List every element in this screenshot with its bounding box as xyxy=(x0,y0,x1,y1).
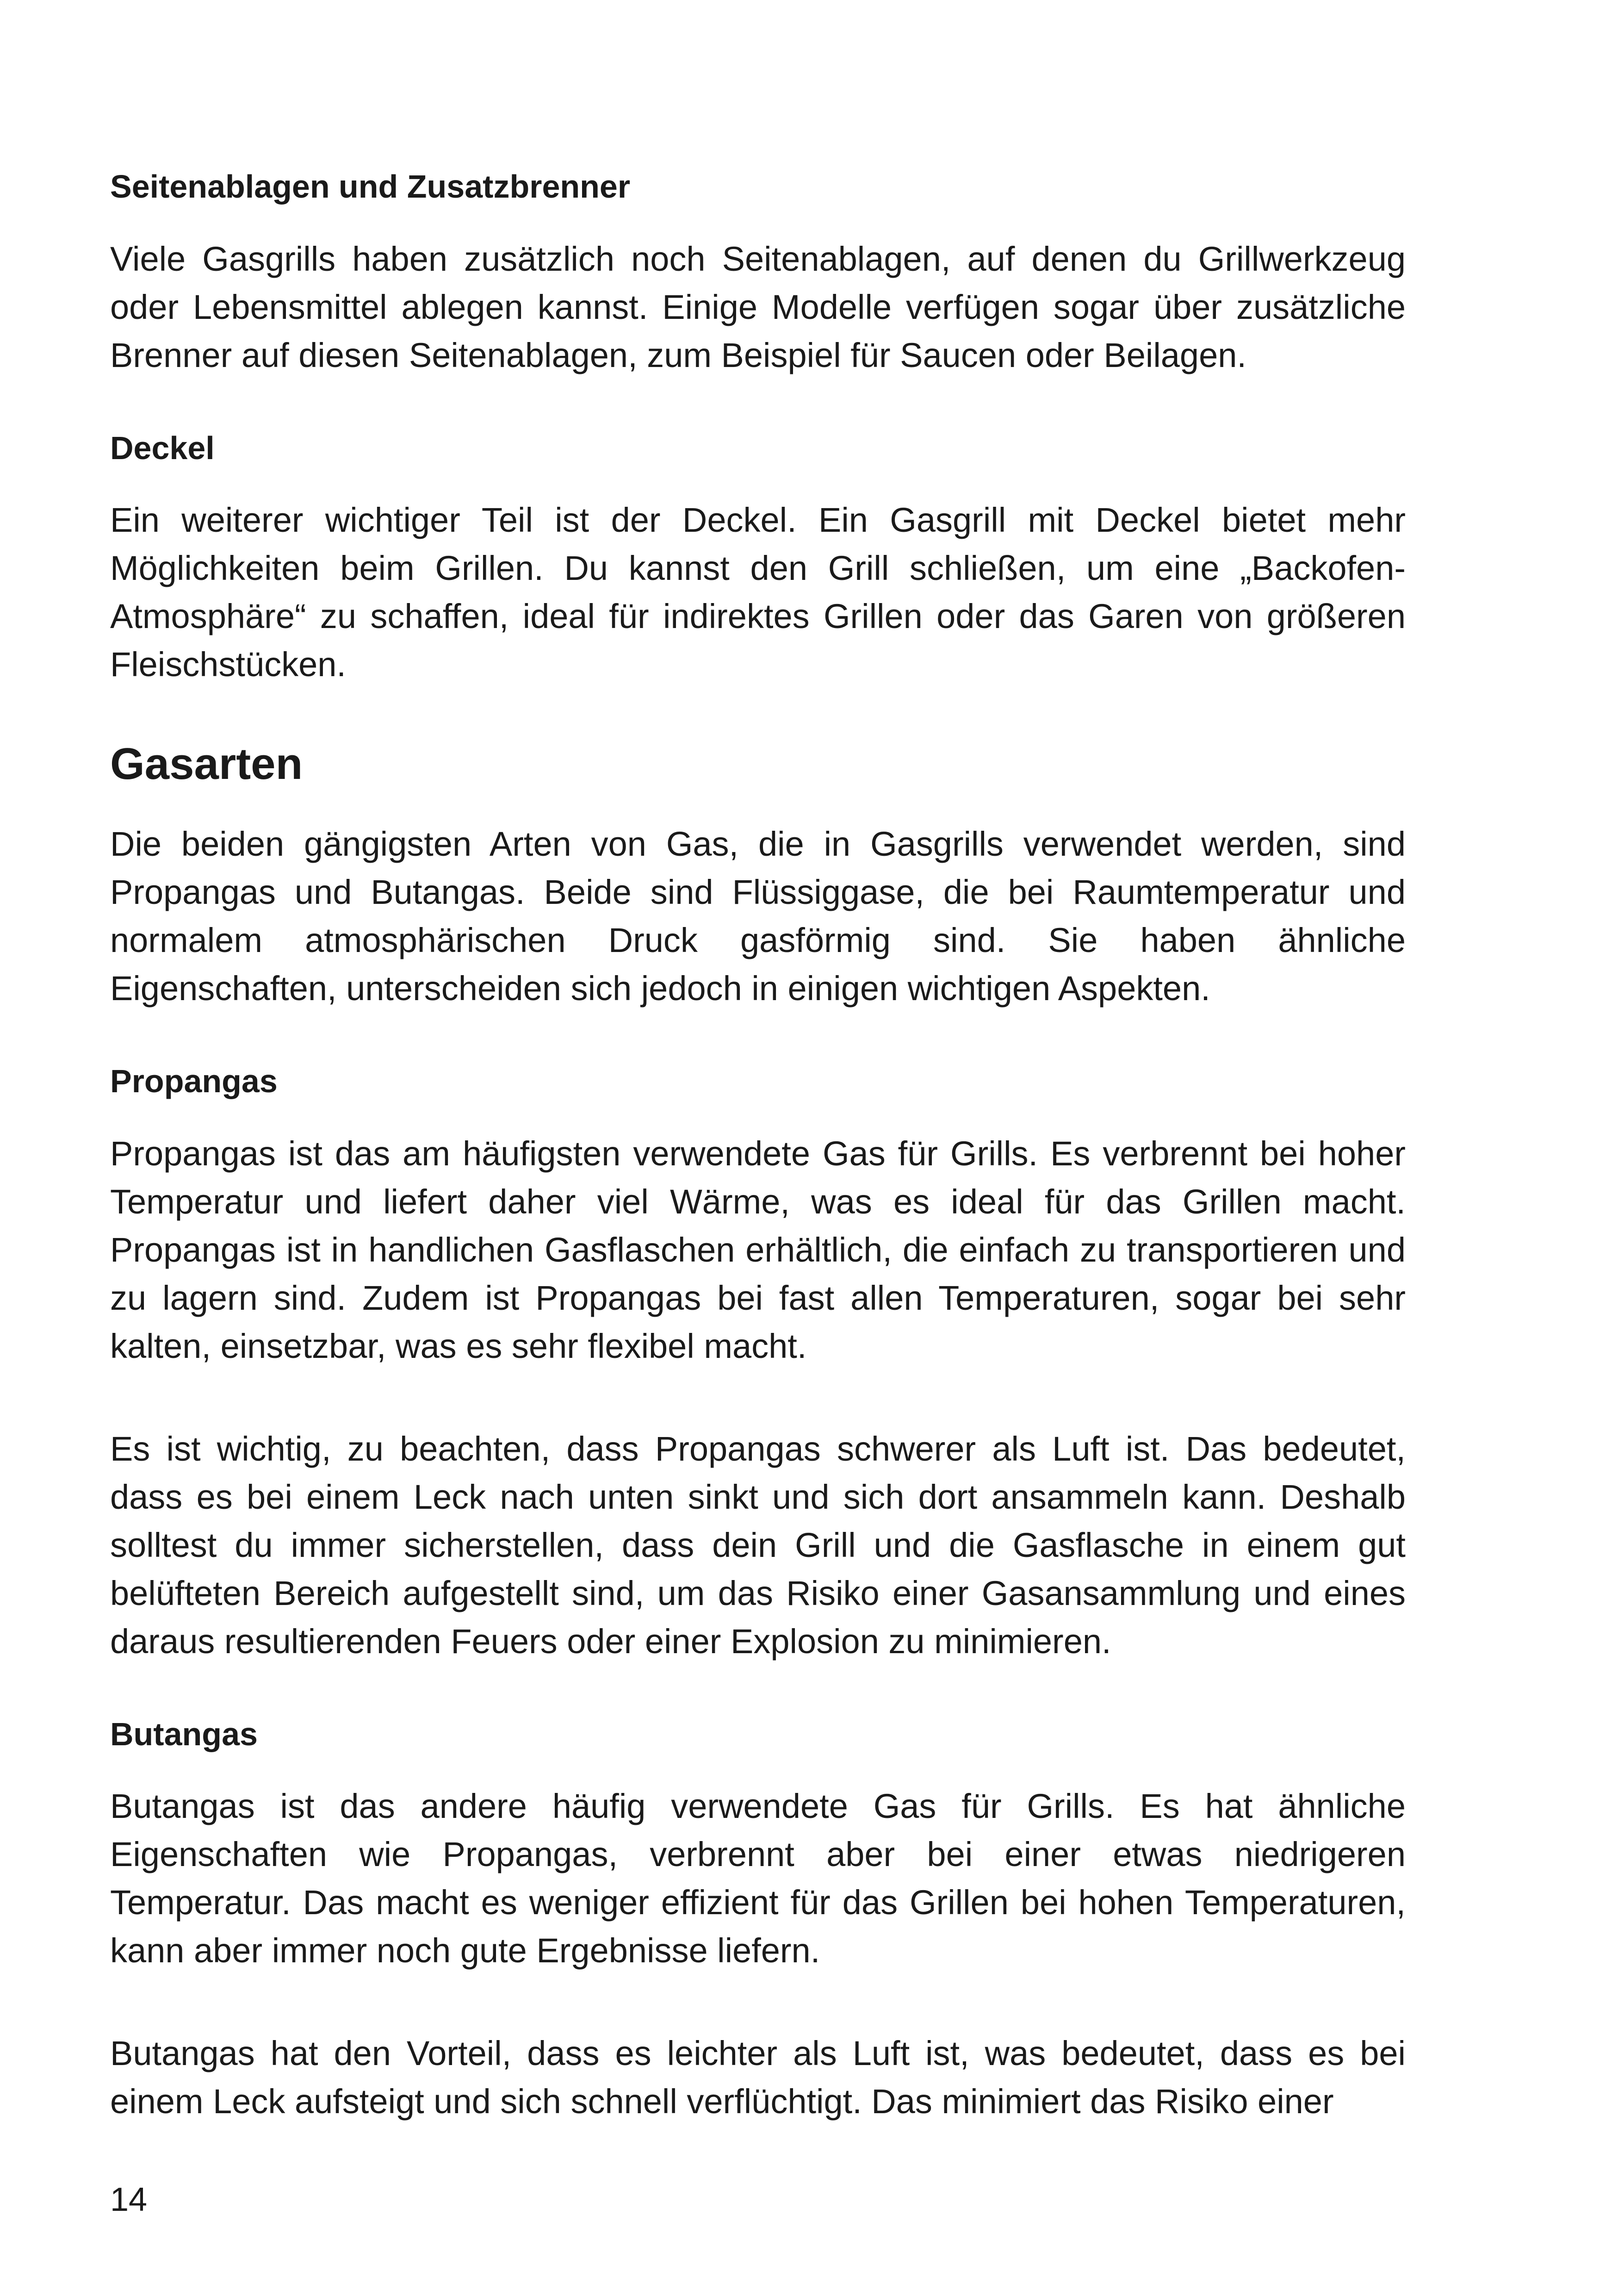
paragraph-butangas-1: Butangas ist das andere häufig verwendete Gas für Grills. Es hat ähnliche Eigenschaften wie Propangas, verbrennt aber bei einer etwas niedrigeren Temperatur. Das macht es weniger effizient für das Grillen bei hohen Temperaturen, kann aber immer noch gute Ergebnisse liefern. xyxy=(110,1787,1406,1970)
paragraph-deckel: Ein weiterer wichtiger Teil ist der Deckel. Ein Gasgrill mit Deckel bietet mehr Möglichkeiten beim Grillen. Du kannst den Grill schließen, um eine „Backofen-Atmosphäre“ zu schaffen, ideal für indirektes Grillen oder das Garen von größeren Fleischstücken. xyxy=(110,501,1406,684)
paragraph-propangas-1: Propangas ist das am häufigsten verwendete Gas für Grills. Es verbrennt bei hoher Temperatur und liefert daher viel Wärme, was es ideal für das Grillen macht. Propangas ist in handlichen Gasflaschen erhältlich, die einfach zu transportieren und zu lagern sind. Zudem ist Propangas bei fast allen Temperaturen, sogar bei sehr kalten, einsetzbar, was es sehr flexibel macht. xyxy=(110,1134,1406,1365)
heading-propangas: Propangas xyxy=(110,1063,278,1100)
page-content xyxy=(110,167,1406,2126)
paragraph-gasarten: Die beiden gängigsten Arten von Gas, die in Gasgrills verwendet werden, sind Propangas und Butangas. Beide sind Flüssiggase, die bei Raumtemperatur und normalem atmosphärischen Druck gasförmig sind. Sie haben ähnliche Eigenschaften, unterscheiden sich jedoch in einigen wichtigen Aspekten. xyxy=(110,825,1406,1008)
paragraph-seitenablagen: Viele Gasgrills haben zusätzlich noch Seitenablagen, auf denen du Grillwerkzeug oder Lebensmittel ablegen kannst. Einige Modelle verfügen sogar über zusätzliche Brenner auf diesen Seitenablagen, zum Beispiel für Saucen oder Beilagen. xyxy=(110,239,1406,374)
heading-deckel: Deckel xyxy=(110,429,215,466)
paragraph-butangas-2: Butangas hat den Vorteil, dass es leichter als Luft ist, was bedeutet, dass es bei einem Leck aufsteigt und sich schnell verflüchtigt. Das minimiert das Risiko einer xyxy=(110,2034,1406,2121)
heading-butangas: Butangas xyxy=(110,1716,258,1752)
heading-gasarten: Gasarten xyxy=(110,739,303,789)
paragraph-propangas-2: Es ist wichtig, zu beachten, dass Propangas schwerer als Luft ist. Das bedeutet, dass es bei einem Leck nach unten sinkt und sich dort ansammeln kann. Deshalb solltest du immer sicherstellen, dass dein Grill und die Gasflasche in einem gut belüfteten Bereich aufgestellt sind, um das Risiko einer Gasansammlung und eines daraus resultierenden Feuers oder einer Explosion zu minimieren. xyxy=(110,1429,1406,1661)
page-number: 14 xyxy=(110,2181,148,2218)
heading-seitenablagen: Seitenablagen und Zusatzbrenner xyxy=(110,168,631,205)
